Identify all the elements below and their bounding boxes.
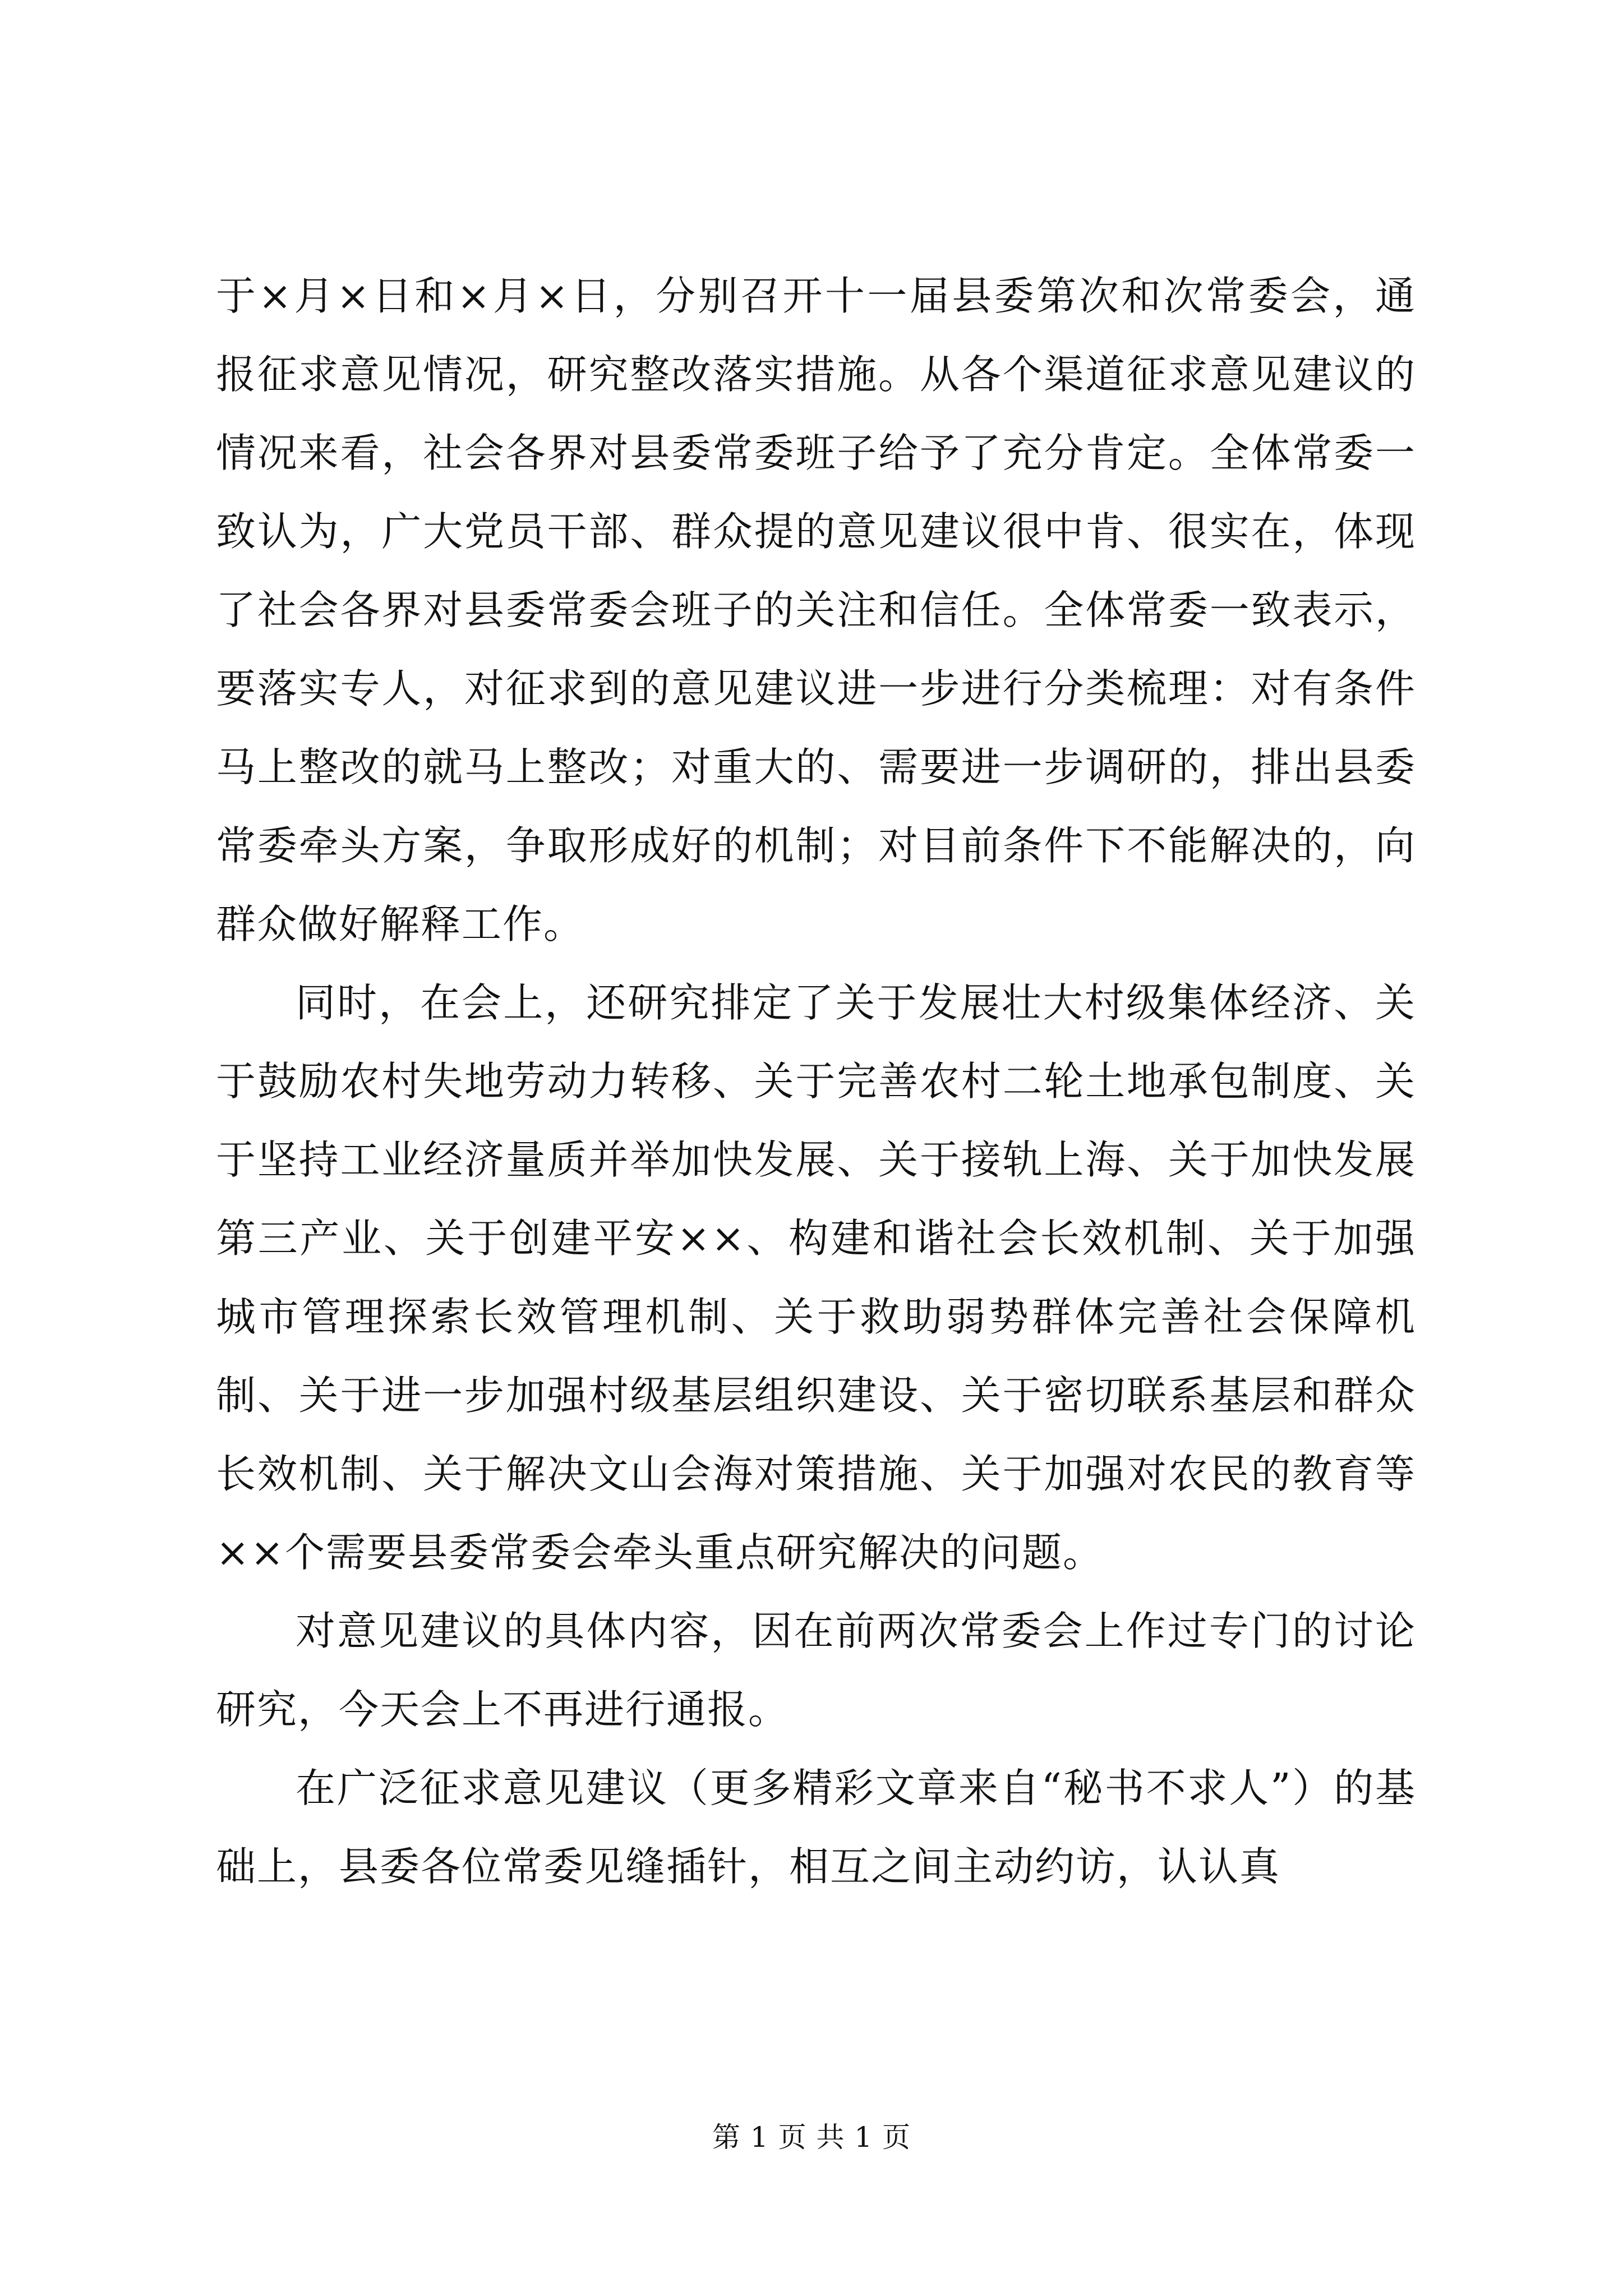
paragraph-4: 在广泛征求意见建议（更多精彩文章来自“秘书不求人”）的基础上，县委各位常委见缝插针，相互之间主动约访，认认真 (216, 1765, 1416, 1890)
paragraph-1: 于×月×日和×月×日，分别召开十一届县委第次和次常委会，通报征求意见情况，研究整改落实措施。从各个渠道征求意见建议的情况来看，社会各界对县委常委班子给予了充分肯定。全体常委一致认为，广大党员干部、群众提的意见建议很中肯、很实在，体现了社会各界对县委常委会班子的关注和信任。全体常委一致表示，要落实专人，对征求到的意见建议进一步进行分类梳理：对有条件马上整改的就马上整改；对重大的、需要进一步调研的，排出县委常委牵头方案，争取形成好的机制；对目前条件下不能解决的，向群众做好解释工作。 (216, 273, 1416, 947)
document-body (216, 257, 1416, 1906)
page-footer: 第 1 页 共 1 页 (712, 2121, 911, 2154)
paragraph-3: 对意见建议的具体内容，因在前两次常委会上作过专门的讨论研究，今天会上不再进行通报。 (216, 1608, 1416, 1733)
paragraph-2: 同时，在会上，还研究排定了关于发展壮大村级集体经济、关于鼓励农村失地劳动力转移、关于完善农村二轮土地承包制度、关于坚持工业经济量质并举加快发展、关于接轨上海、关于加快发展第三产业、关于创建平安××、构建和谐社会长效机制、关于加强城市管理探索长效管理机制、关于救助弱势群体完善社会保障机制、关于进一步加强村级基层组织建设、关于密切联系基层和群众长效机制、关于解决文山会海对策措施、关于加强对农民的教育等××个需要县委常委会牵头重点研究解决的问题。 (216, 979, 1416, 1576)
